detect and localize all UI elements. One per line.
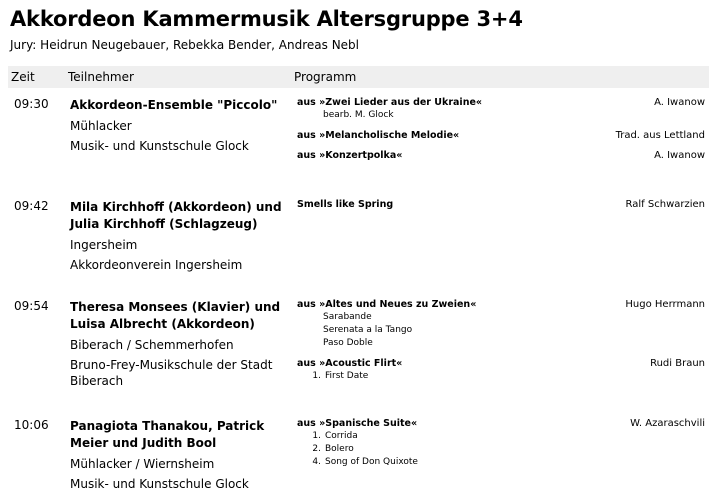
program-piece (297, 358, 705, 383)
participant-name: Mila Kirchhoff (Akkordeon) und Julia Kirchhoff (Schlagzeug) (70, 200, 282, 231)
piece-title: aus »Altes und Neues zu Zweien« (297, 299, 477, 310)
program-piece (297, 97, 705, 122)
column-header-time: Zeit (11, 70, 35, 84)
participant-school: Musik- und Kunstschule Glock (70, 139, 249, 153)
program-cell (297, 299, 705, 391)
movement-number: 1. (312, 431, 321, 441)
piece-movement: bearb. M. Glock (323, 110, 394, 120)
piece-title: aus »Zwei Lieder aus der Ukraine« (297, 97, 483, 108)
piece-title: aus »Acoustic Flirt« (297, 358, 403, 369)
participant-cell (70, 199, 292, 273)
piece-movement: 2. Bolero (297, 443, 705, 456)
participant-school: Bruno-Frey-Musikschule der Stadt Biberach (70, 358, 273, 388)
program-cell (297, 199, 705, 219)
piece-title: aus »Melancholische Melodie« (297, 130, 460, 141)
movement-number: 1. (312, 371, 321, 381)
piece-composer: Ralf Schwarzien (625, 199, 705, 210)
page-title: Akkordeon Kammermusik Altersgruppe 3+4 (10, 7, 523, 31)
time-slot: 09:30 (14, 97, 49, 111)
jury-line: Jury: Heidrun Neugebauer, Rebekka Bender, Andreas Nebl (10, 38, 360, 52)
program-piece (297, 418, 705, 469)
participant-name: Akkordeon-Ensemble "Piccolo" (70, 98, 278, 112)
participant-place: Mühlacker / Wiernsheim (70, 457, 215, 471)
piece-composer: A. Iwanow (654, 97, 705, 108)
participant-cell (70, 299, 292, 389)
participant-cell (70, 97, 292, 154)
participant-cell (70, 418, 292, 492)
piece-title: Smells like Spring (297, 199, 394, 210)
piece-movement: Paso Doble (323, 338, 373, 348)
program-piece (297, 299, 705, 350)
piece-composer: W. Azaraschvili (630, 418, 705, 429)
piece-movement: 4. Song of Don Quixote (297, 456, 705, 469)
piece-movement: 1. First Date (297, 370, 705, 383)
participant-name: Panagiota Thanakou, Patrick Meier und Judith Bool (70, 419, 265, 450)
time-slot: 09:54 (14, 299, 49, 313)
program-piece (297, 199, 705, 211)
time-slot: 10:06 (14, 418, 49, 432)
column-header-program: Programm (294, 70, 357, 84)
program-cell (297, 418, 705, 477)
program-piece (297, 150, 705, 162)
piece-movement: Serenata a la Tango (323, 325, 413, 335)
movement-number: 4. (312, 457, 321, 467)
piece-composer: Trad. aus Lettland (615, 130, 705, 141)
piece-composer: Hugo Herrmann (625, 299, 705, 310)
program-cell (297, 97, 705, 170)
piece-title: aus »Spanische Suite« (297, 418, 418, 429)
program-piece (297, 130, 705, 142)
participant-school: Musik- und Kunstschule Glock (70, 477, 249, 491)
participant-school: Akkordeonverein Ingersheim (70, 258, 243, 272)
time-slot: 09:42 (14, 199, 49, 213)
participant-place: Mühlacker (70, 119, 132, 133)
movement-number: 2. (312, 444, 321, 454)
piece-composer: A. Iwanow (654, 150, 705, 161)
participant-place: Ingersheim (70, 238, 138, 252)
piece-composer: Rudi Braun (650, 358, 705, 369)
table-header (8, 66, 709, 88)
participant-name: Theresa Monsees (Klavier) und Luisa Albrecht (Akkordeon) (70, 300, 281, 331)
piece-movement: 1. Corrida (297, 430, 705, 443)
piece-movement: Sarabande (323, 312, 372, 322)
piece-title: aus »Konzertpolka« (297, 150, 403, 161)
column-header-participants: Teilnehmer (68, 70, 134, 84)
participant-place: Biberach / Schemmerhofen (70, 338, 234, 352)
